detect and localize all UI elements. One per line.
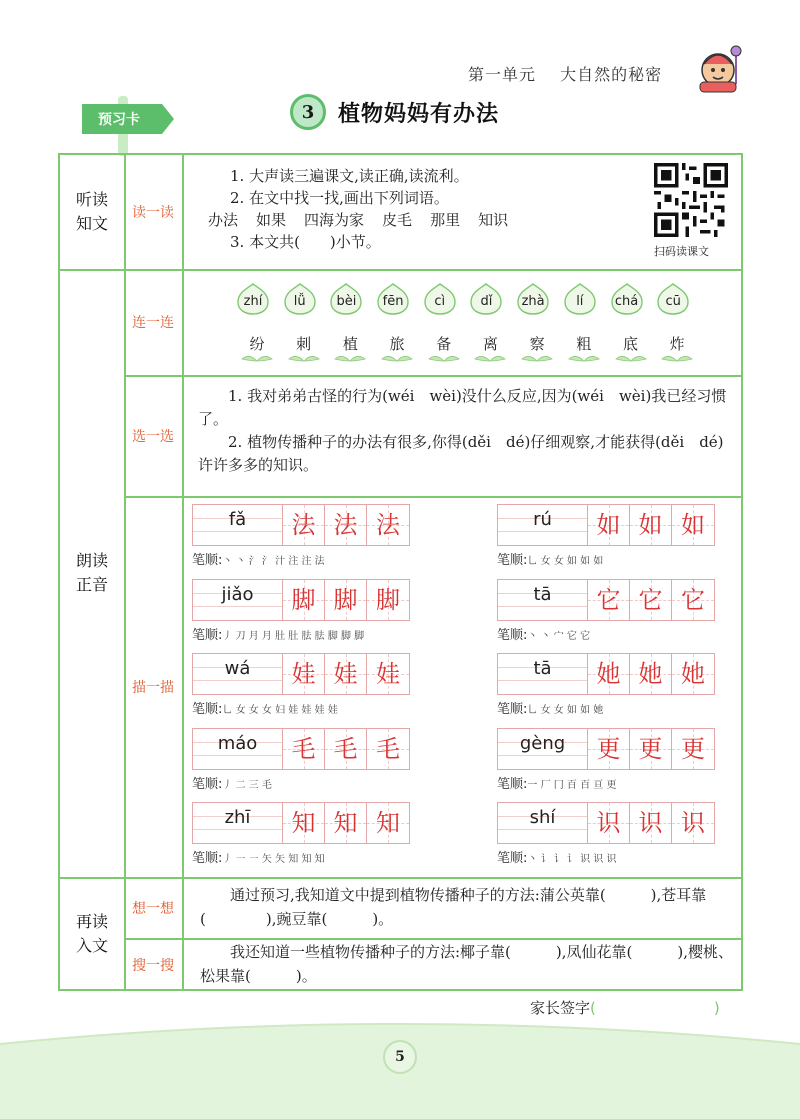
pinyin-leaf[interactable] — [283, 283, 317, 315]
connect-char[interactable] — [240, 333, 274, 363]
stroke-order: 笔顺:乚 女 女 女 妇 娃 娃 娃 娃 — [192, 702, 338, 717]
trace-item — [184, 720, 414, 794]
trace-pinyin: rú — [533, 509, 552, 530]
preview-tag: 预习卡 — [82, 104, 174, 134]
trace-item — [489, 496, 719, 570]
pinyin-area — [193, 654, 283, 694]
connect-characters — [240, 333, 707, 363]
trace-char-cell[interactable]: 她 — [630, 654, 672, 694]
page-number: 5 — [383, 1040, 417, 1074]
read-line-3: 3. 本文共( )小节。 — [230, 233, 381, 251]
char-text: 刺 — [296, 335, 312, 353]
writing-grid[interactable] — [192, 802, 410, 844]
sprout-icon — [333, 353, 367, 363]
trace-char-cell[interactable]: 她 — [672, 654, 714, 694]
sprout-icon — [427, 353, 461, 363]
trace-char-cell[interactable]: 如 — [672, 505, 714, 545]
stroke-sequence: 乚 女 女 女 妇 娃 娃 娃 娃 — [222, 705, 338, 716]
trace-char-cell[interactable]: 娃 — [367, 654, 409, 694]
trace-char-cell[interactable]: 更 — [588, 729, 630, 769]
pinyin-area — [193, 505, 283, 545]
trace-char-cell[interactable]: 毛 — [367, 729, 409, 769]
listen-content — [184, 155, 741, 269]
connect-char[interactable] — [567, 333, 601, 363]
trace-item — [489, 645, 719, 719]
trace-char-cell[interactable]: 更 — [672, 729, 714, 769]
trace-char-cell[interactable]: 脚 — [283, 580, 325, 620]
pinyin-text: zhà — [521, 294, 545, 309]
char-text: 粗 — [576, 335, 592, 353]
writing-grid[interactable] — [497, 579, 715, 621]
trace-char-cell[interactable]: 毛 — [283, 729, 325, 769]
trace-char-cell[interactable]: 脚 — [325, 580, 367, 620]
connect-char[interactable] — [333, 333, 367, 363]
pinyin-leaves — [236, 283, 703, 315]
connect-char[interactable] — [660, 333, 694, 363]
trace-char-cell[interactable]: 识 — [588, 803, 630, 843]
trace-char-cell[interactable]: 如 — [588, 505, 630, 545]
pinyin-text: lǚ — [293, 294, 306, 309]
connect-content — [184, 269, 741, 375]
qr-label: 扫码读课文 — [654, 245, 709, 258]
unit-title: 大自然的秘密 — [560, 65, 663, 84]
trace-item — [184, 496, 414, 570]
char-text: 离 — [482, 335, 498, 353]
trace-content — [184, 496, 741, 877]
connect-char[interactable] — [427, 333, 461, 363]
stroke-order: 笔顺:丿 ㇐ ㇐ 矢 矢 知 知 知 — [192, 851, 325, 866]
trace-pinyin: tā — [533, 658, 552, 679]
trace-item — [489, 794, 719, 868]
writing-grid[interactable] — [497, 728, 715, 770]
sub-search: 搜一搜 — [132, 957, 174, 974]
trace-char-cell[interactable]: 毛 — [325, 729, 367, 769]
trace-pinyin: máo — [217, 732, 258, 754]
parent-signature[interactable]: 家长签字( ) — [530, 999, 720, 1017]
lesson-name: 植物妈妈有办法 — [338, 100, 500, 127]
pinyin-area — [498, 654, 588, 694]
stroke-order: 笔顺:丿 刀 月 月 肚 肚 胠 胠 脚 脚 脚 — [192, 627, 365, 643]
writing-grid[interactable] — [497, 802, 715, 844]
trace-pinyin: zhī — [224, 807, 251, 828]
char-text: 植 — [342, 335, 358, 353]
trace-item — [184, 794, 414, 868]
pinyin-text: dǐ — [480, 294, 493, 309]
writing-grid[interactable] — [192, 504, 410, 546]
preview-table — [58, 153, 743, 991]
char-text: 察 — [529, 335, 545, 353]
pinyin-text: cū — [665, 294, 681, 309]
trace-item — [184, 645, 414, 719]
connect-char[interactable] — [614, 333, 648, 363]
category-listen: 听读 知文 — [75, 190, 108, 233]
sprout-icon — [567, 353, 601, 363]
stroke-sequence: 丶 丶 宀 它 它 — [527, 630, 591, 642]
pinyin-leaf[interactable] — [376, 283, 410, 315]
qr-code-icon[interactable] — [654, 163, 728, 237]
pinyin-text: lí — [576, 294, 584, 309]
trace-char-cell[interactable]: 她 — [588, 654, 630, 694]
trace-char-cell[interactable]: 脚 — [367, 580, 409, 620]
trace-char-cell[interactable]: 法 — [367, 505, 409, 545]
writing-grid[interactable] — [192, 653, 410, 695]
trace-item — [489, 720, 719, 794]
stroke-order: 笔顺:乚 女 女 如 如 如 — [497, 553, 604, 568]
pinyin-text: cì — [434, 294, 446, 309]
stroke-sequence: 丿 二 三 毛 — [222, 779, 272, 791]
stroke-sequence: 丿 ㇐ ㇐ 矢 矢 知 知 知 — [222, 854, 325, 865]
writing-grid[interactable] — [192, 579, 410, 621]
connect-char[interactable] — [473, 333, 507, 363]
stroke-sequence: 乚 女 女 如 如 她 — [527, 705, 604, 716]
trace-pinyin: wá — [224, 658, 251, 679]
trace-char-cell[interactable]: 娃 — [283, 654, 325, 694]
sprout-icon — [614, 353, 648, 363]
pinyin-text: zhí — [243, 294, 263, 309]
trace-item — [489, 571, 719, 645]
stroke-sequence: 丿 刀 月 月 肚 肚 胠 胠 脚 脚 脚 — [222, 630, 365, 642]
lesson-number-badge: 3 — [290, 94, 326, 130]
pinyin-leaf[interactable] — [563, 283, 597, 315]
stroke-order: 笔顺:丶 丶 宀 它 它 — [497, 627, 591, 643]
sprout-icon — [240, 353, 274, 363]
trace-char-cell[interactable]: 知 — [367, 803, 409, 843]
lesson-title — [290, 94, 499, 130]
trace-char-cell[interactable]: 它 — [630, 580, 672, 620]
search-text: 我还知道一些植物传播种子的方法:椰子靠( ),凤仙花靠( ),樱桃、松果靠( )。 — [200, 943, 734, 985]
trace-pinyin: shí — [529, 807, 556, 828]
connect-char[interactable] — [287, 333, 321, 363]
pinyin-text: chá — [614, 294, 639, 309]
choose-question-2: 2. 植物传播种子的办法有很多,你得(děi dé)仔细观察,才能获得(děi dé)许许多多的知识。 — [198, 433, 724, 474]
writing-grid[interactable] — [497, 504, 715, 546]
pinyin-area — [498, 580, 588, 620]
sub-connect: 连一连 — [132, 315, 174, 331]
sprout-icon — [520, 353, 554, 363]
pinyin-leaf[interactable] — [656, 283, 690, 315]
pinyin-leaf[interactable] — [423, 283, 457, 315]
pinyin-area — [498, 803, 588, 843]
trace-char-cell[interactable]: 更 — [630, 729, 672, 769]
pinyin-area — [498, 505, 588, 545]
sprout-icon — [380, 353, 414, 363]
char-text: 炸 — [669, 335, 685, 353]
trace-pinyin: jiǎo — [221, 583, 254, 605]
stroke-order: 笔顺:丿 二 三 毛 — [192, 776, 272, 792]
trace-char-cell[interactable]: 识 — [672, 803, 714, 843]
trace-char-cell[interactable]: 它 — [588, 580, 630, 620]
pinyin-area — [193, 803, 283, 843]
trace-item — [184, 571, 414, 645]
trace-char-cell[interactable]: 知 — [325, 803, 367, 843]
stroke-order: 笔顺:丶 讠 讠 讠 识 识 识 — [497, 851, 617, 866]
char-text: 备 — [436, 335, 452, 353]
pinyin-area — [193, 580, 283, 620]
stroke-sequence: 丶 丶 氵 氵 汁 注 注 法 — [222, 556, 325, 567]
word-list: 办法 如果 四海为家 皮毛 那里 知识 — [208, 211, 509, 229]
trace-pinyin: fǎ — [228, 509, 247, 530]
mascot-icon — [694, 42, 746, 94]
connect-char[interactable] — [520, 333, 554, 363]
sub-think: 想一想 — [132, 900, 174, 917]
pinyin-text: fēn — [382, 294, 404, 309]
trace-char-cell[interactable]: 法 — [283, 505, 325, 545]
writing-grid[interactable] — [192, 728, 410, 770]
unit-header — [468, 62, 680, 85]
trace-pinyin: tā — [533, 583, 552, 605]
search-content — [184, 938, 741, 991]
stroke-order: 笔顺:乚 女 女 如 如 她 — [497, 702, 604, 717]
read-line-2: 2. 在文中找一找,画出下列词语。 — [230, 189, 449, 207]
sub-choose: 选一选 — [132, 428, 174, 445]
char-text: 底 — [622, 335, 638, 353]
char-text: 纷 — [249, 335, 265, 353]
sub-trace: 描一描 — [132, 679, 174, 696]
pinyin-leaf[interactable] — [516, 283, 550, 315]
pinyin-leaf[interactable] — [236, 283, 270, 315]
pinyin-area — [193, 729, 283, 769]
category-reread: 再读 入文 — [75, 912, 108, 955]
unit-number: 第一单元 — [468, 65, 537, 84]
pinyin-leaf[interactable] — [610, 283, 644, 315]
stroke-order: 笔顺:丶 丶 氵 氵 汁 注 注 法 — [192, 553, 325, 568]
pinyin-area — [498, 729, 588, 769]
char-text: 旅 — [389, 335, 405, 353]
trace-pinyin: gèng — [519, 732, 566, 754]
sub-read: 读一读 — [132, 205, 174, 221]
stroke-sequence: 丶 讠 讠 讠 识 识 识 — [527, 854, 617, 865]
sprout-icon — [660, 353, 694, 363]
pinyin-text: bèi — [336, 294, 357, 309]
choose-content — [184, 375, 741, 496]
pinyin-leaf[interactable] — [469, 283, 503, 315]
trace-char-cell[interactable]: 娃 — [325, 654, 367, 694]
think-text: 通过预习,我知道文中提到植物传播种子的方法:蒲公英靠( ),苍耳靠( ),豌豆靠( )。 — [200, 886, 707, 928]
sprout-icon — [287, 353, 321, 363]
choose-question-1: 1. 我对弟弟古怪的行为(wéi wèi)没什么反应,因为(wéi wèi)我已经习惯了。 — [198, 387, 727, 428]
stroke-order: 笔顺:一 厂 冂 百 百 亘 更 — [497, 776, 617, 792]
trace-char-cell[interactable]: 知 — [283, 803, 325, 843]
sprout-icon — [473, 353, 507, 363]
category-pronounce: 朗读 正音 — [75, 551, 108, 594]
trace-char-cell[interactable]: 如 — [630, 505, 672, 545]
stroke-sequence: 一 厂 冂 百 百 亘 更 — [527, 779, 617, 791]
trace-char-cell[interactable]: 法 — [325, 505, 367, 545]
pinyin-leaf[interactable] — [329, 283, 363, 315]
writing-grid[interactable] — [497, 653, 715, 695]
think-content — [184, 877, 741, 938]
connect-char[interactable] — [380, 333, 414, 363]
read-line-1: 1. 大声读三遍课文,读正确,读流利。 — [230, 167, 469, 185]
trace-char-cell[interactable]: 识 — [630, 803, 672, 843]
trace-char-cell[interactable]: 它 — [672, 580, 714, 620]
stroke-sequence: 乚 女 女 如 如 如 — [527, 556, 604, 567]
